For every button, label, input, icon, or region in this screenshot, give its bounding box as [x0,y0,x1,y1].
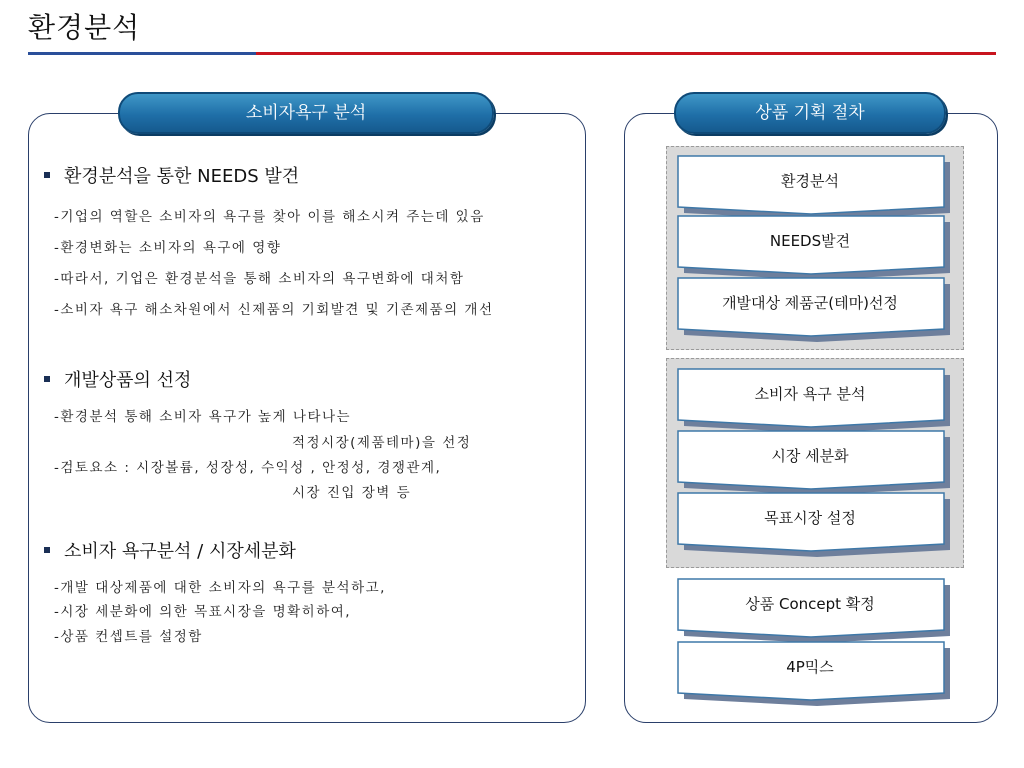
process-step-label: NEEDS발견 [769,232,851,250]
process-step [677,641,951,707]
square-bullet-icon [44,172,50,178]
title-rule-blue [28,52,256,55]
square-bullet-icon [44,547,50,553]
text-line: -시장 세분화에 의한 목표시장을 명확히하여, [54,604,352,620]
process-step-label: 환경분석 [781,172,839,190]
text-line: -개발 대상제품에 대한 소비자의 욕구를 분석하고, [54,580,386,596]
process-step [677,155,951,221]
process-step-label: 개발대상 제품군(테마)선정 [722,294,898,312]
text-line: -검토요소 : 시장볼륨, 성장성, 수익성 , 안정성, 경쟁관계, [54,460,442,476]
process-step-label: 시장 세분화 [771,447,849,465]
title-rule-red [256,52,996,55]
text-line: 시장 진입 장벽 등 [292,485,412,501]
process-step-label: 소비자 욕구 분석 [754,385,866,403]
text-line: -소비자 욕구 해소차원에서 신제품의 기회발견 및 기존제품의 개선 [54,302,494,318]
process-step-label: 상품 Concept 확정 [745,595,875,613]
process-step [677,277,951,343]
section-heading-product-selection: 개발상품의 선정 [44,366,191,392]
process-step [677,215,951,281]
text-line: -기업의 역할은 소비자의 욕구를 찾아 이를 해소시켜 주는데 있음 [54,209,485,225]
text-line: -환경분석 통해 소비자 욕구가 높게 나타나는 [54,409,352,425]
process-step [677,492,951,558]
process-step [677,368,951,434]
section-heading-segmentation: 소비자 욕구분석 / 시장세분화 [44,537,296,563]
text-line: -따라서, 기업은 환경분석을 통해 소비자의 욕구변화에 대처함 [54,271,465,287]
text-line: -환경변화는 소비자의 욕구에 영향 [54,240,282,256]
planning-process-header: 상품 기획 절차 [674,92,946,134]
text-line: 적정시장(제품테마)을 선정 [292,435,472,451]
process-step-label: 4P믹스 [786,658,834,676]
page-title: 환경분석 [28,11,141,44]
process-step-label: 목표시장 설정 [764,509,856,527]
square-bullet-icon [44,376,50,382]
process-step [677,578,951,644]
text-line: -상품 컨셉트를 설정함 [54,629,203,645]
process-step [677,430,951,496]
consumer-needs-header: 소비자욕구 분석 [118,92,494,134]
section-heading-needs: 환경분석을 통한 NEEDS 발견 [44,162,299,188]
